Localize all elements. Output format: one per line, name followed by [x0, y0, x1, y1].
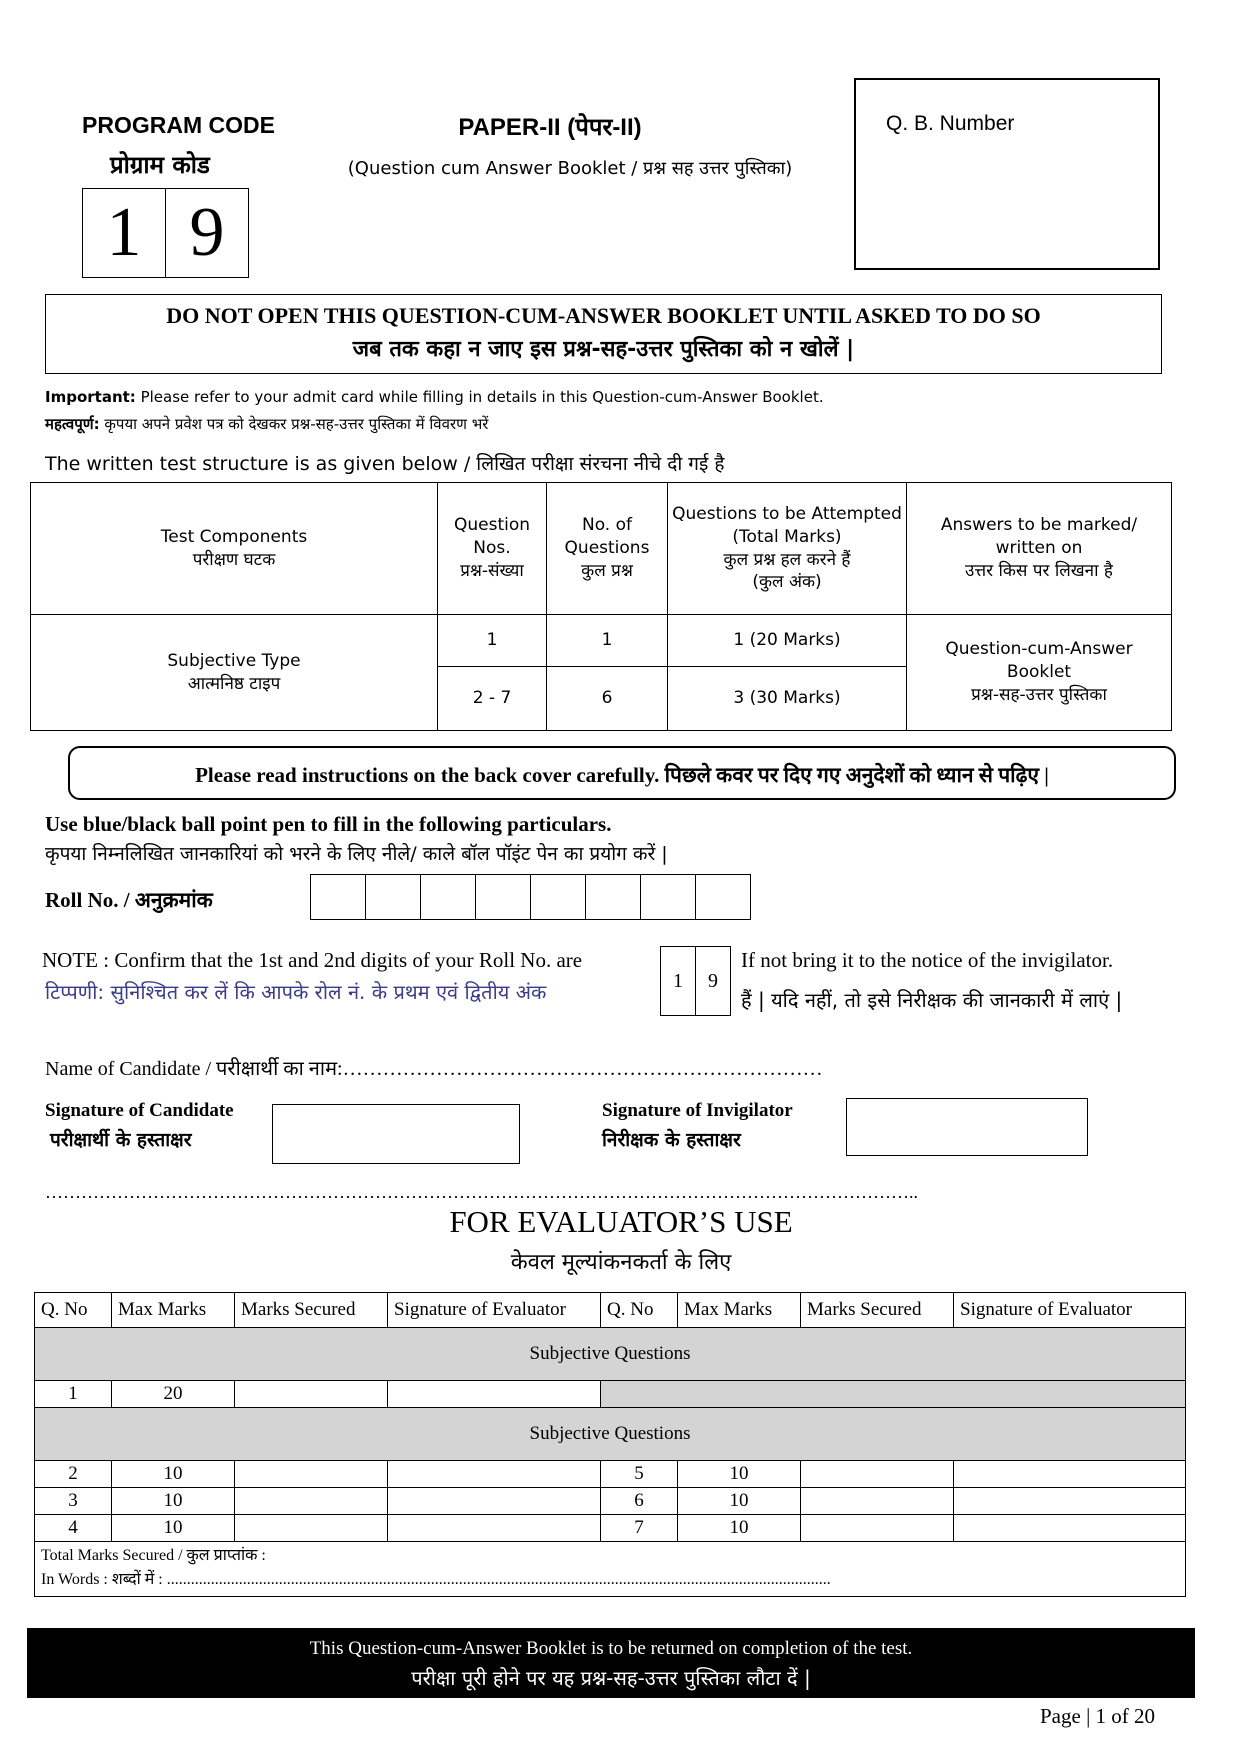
- evaluator-title-hi: केवल मूल्यांकनकर्ता के लिए: [510, 1250, 732, 1275]
- qb-number-box[interactable]: [854, 78, 1160, 270]
- marks-secured-cell[interactable]: [235, 1381, 388, 1408]
- particulars-text-hi: कृपया निम्नलिखित जानकारियां को भरने के लिए नीले/ काले बॉल पॉइंट पेन का प्रयोग करें |: [45, 843, 668, 865]
- col-question-nos: Question Nos. प्रश्न-संख्या: [438, 483, 547, 615]
- sig-candidate-label-hi: परीक्षार्थी के हस्ताक्षर: [50, 1129, 192, 1151]
- table-row: 3 10 6 10: [35, 1488, 1186, 1515]
- evaluator-signature-cell[interactable]: [954, 1488, 1186, 1515]
- important-en: [45, 388, 824, 406]
- eval-header: Signature of Evaluator: [954, 1293, 1186, 1328]
- program-code-digit: 9: [165, 189, 248, 277]
- evaluator-signature-cell[interactable]: [954, 1461, 1186, 1488]
- roll-digit-box[interactable]: [365, 875, 420, 919]
- footer-text: This Question-cum-Answer Booklet is to be returned on completion of the test.: [309, 1638, 913, 1659]
- important-label: Important:: [45, 388, 136, 406]
- roll-digit-box[interactable]: [420, 875, 475, 919]
- roll-digit-box[interactable]: [695, 875, 750, 919]
- sig-invigilator-box[interactable]: [846, 1098, 1088, 1156]
- important-text: Please refer to your admit card while filling in details in this Question-cum-Answer Booklet.: [140, 388, 824, 406]
- roll-number-boxes[interactable]: [310, 874, 751, 920]
- eval-header: Marks Secured: [801, 1293, 954, 1328]
- marks-secured-cell[interactable]: [801, 1488, 954, 1515]
- evaluator-signature-cell[interactable]: [954, 1515, 1186, 1542]
- structure-table: [30, 482, 1172, 731]
- particulars-text: Use blue/black ball point pen to fill in the following particulars.: [45, 812, 612, 836]
- instructions-box: [68, 746, 1176, 800]
- program-code-digit: 1: [106, 194, 142, 271]
- marks-secured-cell[interactable]: [801, 1461, 954, 1488]
- instructions-text: Please read instructions on the back cover carefully. पिछले कवर पर दिए गए अनुदेशों को ध्यान से पढ़िए |: [195, 763, 1049, 787]
- footer-banner: [27, 1628, 1195, 1698]
- page-number: Page | 1 of 20: [1040, 1704, 1156, 1728]
- roll-prefix-digits: [660, 946, 731, 1016]
- warning-text: DO NOT OPEN THIS QUESTION-CUM-ANSWER BOOKLET UNTIL ASKED TO DO SO: [166, 303, 1041, 328]
- evaluator-table: [34, 1292, 1186, 1597]
- sig-candidate-label: Signature of Candidate: [45, 1100, 234, 1121]
- candidate-name-field[interactable]: Name of Candidate / परीक्षार्थी का नाम:………………………………………………………………: [45, 1058, 823, 1080]
- qb-number-label: Q. B. Number: [886, 112, 1015, 135]
- note-right-text: If not bring it to the notice of the invigilator.: [741, 948, 1114, 972]
- marks-secured-cell[interactable]: [235, 1488, 388, 1515]
- answer-on: Question-cum-Answer Booklet प्रश्न-सह-उत्तर पुस्तिका: [907, 615, 1172, 731]
- roll-prefix-digit: 9: [695, 947, 730, 1015]
- marks-secured-cell[interactable]: [801, 1515, 954, 1542]
- eval-header: Q. No: [35, 1293, 112, 1328]
- total-marks-label: Total Marks Secured / कुल प्राप्तांक :: [41, 1547, 266, 1564]
- evaluator-signature-cell[interactable]: [388, 1461, 601, 1488]
- col-components: Test Components परीक्षण घटक: [31, 483, 438, 615]
- sig-invigilator-label: Signature of Invigilator: [602, 1100, 793, 1121]
- evaluator-signature-cell[interactable]: [388, 1515, 601, 1542]
- section-label: Subjective Questions: [35, 1328, 1186, 1381]
- important-label-hi: महत्वपूर्ण:: [45, 415, 100, 433]
- r2-qnos: 2 - 7: [438, 667, 547, 731]
- table-row: 4 10 7 10: [35, 1515, 1186, 1542]
- roll-digit-box[interactable]: [475, 875, 530, 919]
- roll-digit-box[interactable]: [311, 875, 365, 919]
- col-no-of-questions: No. of Questions कुल प्रश्न: [547, 483, 668, 615]
- program-code-label: PROGRAM CODE: [82, 112, 275, 138]
- roll-digit-box[interactable]: [585, 875, 640, 919]
- program-code-label-hi: प्रोग्राम कोड: [110, 151, 210, 179]
- r2-noq: 6: [547, 667, 668, 731]
- roll-prefix-digit: 1: [673, 969, 683, 992]
- roll-digit-box[interactable]: [530, 875, 585, 919]
- note-text-hi: टिप्पणी: सुनिश्चित कर लें कि आपके रोल नं. के प्रथम एवं द्वितीय अंक: [45, 980, 547, 1004]
- total-marks-cell[interactable]: [35, 1542, 1186, 1597]
- marks-secured-cell[interactable]: [235, 1461, 388, 1488]
- dotted-divider: ………………………………………………………………………………………………………………………………..: [45, 1182, 918, 1202]
- table-row: 1 20: [35, 1381, 1186, 1408]
- r1-qnos: 1: [438, 615, 547, 667]
- structure-heading: The written test structure is as given below / लिखित परीक्षा संरचना नीचे दी गई है: [45, 453, 725, 475]
- paper-subtitle: (Question cum Answer Booklet / प्रश्न सह उत्तर पुस्तिका): [347, 158, 793, 179]
- col-answers-on: Answers to be marked/ written on उत्तर किस पर लिखना है: [907, 483, 1172, 615]
- evaluator-signature-cell[interactable]: [388, 1381, 601, 1408]
- important-hi: [45, 414, 488, 434]
- program-code-box: [82, 188, 249, 278]
- note-right-text-hi: हैं | यदि नहीं, तो इसे निरीक्षक की जानकारी में लाएं |: [741, 988, 1123, 1012]
- roll-digit-box[interactable]: [640, 875, 695, 919]
- eval-header: Marks Secured: [235, 1293, 388, 1328]
- r1-noq: 1: [547, 615, 668, 667]
- evaluator-signature-cell[interactable]: [388, 1488, 601, 1515]
- table-row: 2 10 5 10: [35, 1461, 1186, 1488]
- eval-header: Q. No: [601, 1293, 678, 1328]
- warning-text-hi: जब तक कहा न जाए इस प्रश्न-सह-उत्तर पुस्तिका को न खोलें |: [352, 337, 855, 362]
- eval-header: Signature of Evaluator: [388, 1293, 601, 1328]
- important-text-hi: कृपया अपने प्रवेश पत्र को देखकर प्रश्न-सह-उत्तर पुस्तिका में विवरण भरें: [104, 415, 489, 433]
- section-label: Subjective Questions: [35, 1408, 1186, 1461]
- in-words-label: In Words : शब्दों में : ......................................................................................................................................................................: [41, 1571, 831, 1588]
- row-subjective-type: Subjective Type आत्मनिष्ठ टाइप: [31, 615, 438, 731]
- r2-attempt: 3 (30 Marks): [668, 667, 907, 731]
- eval-header: Max Marks: [678, 1293, 801, 1328]
- col-to-attempt: Questions to be Attempted (Total Marks) कुल प्रश्न हल करने हैं (कुल अंक): [668, 483, 907, 615]
- roll-label: Roll No. / अनुक्रमांक: [45, 888, 213, 912]
- warning-box: [45, 294, 1162, 374]
- sig-candidate-box[interactable]: [272, 1104, 520, 1164]
- eval-header: Max Marks: [112, 1293, 235, 1328]
- sig-invigilator-label-hi: निरीक्षक के हस्ताक्षर: [602, 1129, 741, 1151]
- paper-title: PAPER-II (पेपर-II): [458, 114, 642, 141]
- evaluator-title: FOR EVALUATOR’S USE: [449, 1204, 793, 1239]
- footer-text-hi: परीक्षा पूरी होने पर यह प्रश्न-सह-उत्तर पुस्तिका लौटा दें |: [411, 1666, 811, 1690]
- r1-attempt: 1 (20 Marks): [668, 615, 907, 667]
- marks-secured-cell[interactable]: [235, 1515, 388, 1542]
- note-text: NOTE : Confirm that the 1st and 2nd digits of your Roll No. are: [42, 948, 583, 972]
